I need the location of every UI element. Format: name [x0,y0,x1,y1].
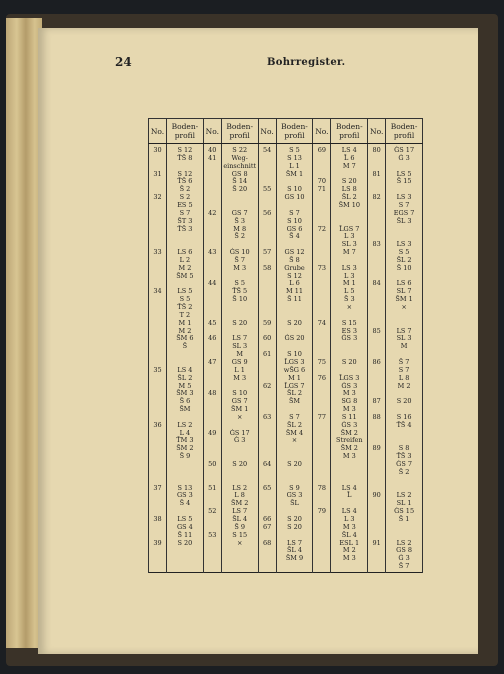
profile-entry: L 5 [344,287,355,296]
profile-entry: S 15 [341,318,357,327]
profile-entry: LS 8 [341,185,357,194]
profile-entry: L 2 [179,255,191,264]
borehole-number: 77 [317,412,327,421]
profile-entry: T̄S̄ 4 [396,420,412,429]
profile-entry: S̄T 3 [177,216,193,225]
borehole-number: 85 [372,326,381,335]
profile-entry: L 8 [234,491,245,500]
profile-entry: S 2 [179,193,191,202]
profile-entry: S 7 [289,412,300,421]
borehole-number: 54 [262,146,272,154]
profile-entry: S̄ 4 [289,232,300,241]
profile-entry: wS̄G 6 [283,365,306,374]
borehole-number: 79 [317,507,327,516]
profile-entry: S̄ 10 [232,295,248,304]
borehole-number: 37 [153,483,162,492]
profile-entry: T̄M 3 [176,436,194,445]
profile-entry: S 12 [287,271,302,280]
profile-entry: SL 3 [232,342,248,351]
profile-entry: T̄S̄ 8 [177,153,193,162]
borehole-number: 31 [153,169,162,178]
profile-entry: S 20 [341,357,357,366]
profile-entry: ĠS 15 [394,507,415,516]
borehole-number: 63 [262,412,272,421]
profile-entry: L 1 [289,161,300,170]
table-body-row [149,144,423,573]
profile-entry: S 7 [179,208,191,217]
profile-entry: M 3 [342,405,356,414]
profile-entry: S 13 [177,483,193,492]
profile-entry: GS 9 [231,357,248,366]
profile-entry: GS 7 [231,208,248,217]
borehole-number: 87 [372,397,381,406]
page-number: 24 [115,55,132,69]
profile-entry: S̄ [182,342,188,351]
borehole-number: 72 [317,224,327,233]
profile-entry: S 11 [341,412,357,421]
profile-entry: S̄ 3 [234,216,246,225]
profile-entry: Ġ 3 [398,554,410,563]
borehole-number: 60 [262,334,272,343]
profile-entry: S̄ 7 [398,562,410,571]
profile-entry: M [236,350,244,359]
profile-entry: × [236,538,243,547]
profile-entry: S̄ 9 [234,522,246,531]
profile-column [221,144,258,573]
profile-entry: EGS 7 [393,208,415,217]
profile-entry: LS 7 [287,538,302,547]
profile-entry: S 12 [177,169,193,178]
profile-entry: M 11 [285,287,303,296]
profile-entry: S̄M 9 [285,554,304,563]
borehole-number: 45 [208,318,217,327]
borehole-number: 51 [208,483,217,492]
profile-entry: S̄M 10 [338,200,361,209]
profile-entry: S 10 [232,389,248,398]
profile-entry: GS 10 [284,193,305,202]
borehole-number: 89 [372,444,381,453]
profile-entry: S̄ 2 [179,185,191,194]
profile-entry: S 7 [289,208,300,217]
column-header-profile: Boden-profil [167,119,204,144]
profile-entry: LS 4 [177,365,193,374]
profile-entry: L̄GS 7 [339,224,360,233]
borehole-number: 35 [153,365,162,374]
profile-entry: S̄M 3 [176,389,194,398]
profile-entry: LS 6 [177,248,193,257]
profile-entry: S 20 [287,460,302,468]
profile-entry: L̄GS 3 [284,357,305,366]
profile-entry: LS 2 [396,538,412,547]
borehole-number: 58 [262,263,272,272]
borehole-number: 41 [208,153,217,162]
profile-entry: M 3 [233,373,247,382]
profile-entry: Grube [284,263,305,272]
profile-entry: S 5 [398,248,410,257]
profile-entry: LS 5 [177,514,193,523]
borehole-number: 82 [372,193,381,202]
profile-entry: M 2 [342,546,356,555]
profile-entry: LS 4 [341,146,357,154]
profile-entry: Weg- [231,153,248,162]
profile-entry: M 3 [342,522,356,531]
profile-entry: S̄ 2 [398,467,410,476]
column-header-no: No. [368,119,386,144]
profile-entry: SL 3 [341,240,357,249]
profile-entry: S 20 [232,318,248,327]
profile-entry: S̄L 4 [341,530,357,539]
borehole-number: 55 [262,185,272,194]
profile-entry: Ġ 3 [233,436,246,445]
profile-entry: LS 6 [396,279,412,288]
profile-entry: S 20 [232,460,248,468]
profile-entry: GS 3 [176,491,193,500]
profile-entry: LS 4 [341,483,357,492]
borehole-number: 81 [372,169,381,178]
profile-entry: S 20 [177,538,193,547]
borehole-number: 74 [317,318,327,327]
profile-entry: GS 8 [231,169,248,178]
borehole-number: 57 [262,248,272,257]
profile-entry: S̄L 4 [287,546,302,555]
page-title: Bohrregister. [267,57,346,68]
profile-entry: S̄ 6 [179,397,191,406]
profile-entry: ĠS 17 [394,146,415,154]
profile-entry: GS 7 [231,397,248,406]
profile-entry: ES 3 [341,326,357,335]
borehole-number: 40 [208,146,217,154]
borehole-number: 73 [317,263,327,272]
profile-entry: S 5 [289,146,300,154]
profile-entry: GS 8 [396,546,413,555]
profile-entry: M 2 [178,263,192,272]
profile-entry: S̄ 1 [398,514,410,523]
borehole-number: 36 [153,420,162,429]
profile-entry: L̄ 6 [344,153,355,162]
profile-entry: M 7 [342,248,356,257]
column-header-no: No. [149,119,167,144]
profile-entry: S̄L 2 [287,420,302,429]
column-header-profile: Boden-profil [276,119,313,144]
profile-entry: S̄M 6 [176,334,194,343]
profile-entry: S 16 [396,412,412,421]
borehole-number: 75 [317,357,327,366]
profile-entry: M 2 [397,381,411,390]
profile-entry: Streifen [336,436,363,445]
profile-entry: S 12 [177,146,193,154]
borehole-number: 67 [262,522,272,531]
profile-entry: GS 6 [286,224,303,233]
profile-entry: M [400,342,408,351]
profile-entry: T̄S̄ 6 [177,177,193,186]
profile-entry: S 9 [289,483,300,492]
borehole-number: 88 [372,412,381,421]
profile-entry: M 1 [178,318,192,327]
profile-entry: ESL 1 [339,538,360,547]
profile-entry: S 10 [287,185,302,194]
number-column [203,144,221,573]
column-header-profile: Boden-profil [331,119,368,144]
profile-entry: GS 4 [176,522,193,531]
profile-entry: L 1 [234,365,245,374]
borehole-number: 42 [208,208,217,217]
profile-entry: S̄L 2 [287,389,302,398]
profile-entry: S̄M 1 [285,169,304,178]
profile-entry: M 8 [233,224,247,233]
profile-entry: L 8 [398,373,410,382]
profile-column [331,144,368,573]
borehole-number: 48 [208,389,217,398]
profile-entry: M 3 [233,263,247,272]
profile-entry: S 20 [287,318,302,327]
profile-entry: S̄ 3 [343,295,355,304]
profile-entry: LS 3 [396,240,412,249]
profile-entry: S̄L [290,499,299,508]
borehole-number: 84 [372,279,381,288]
borehole-number: 80 [372,146,381,154]
profile-entry: S̄M 1 [395,295,413,304]
borehole-number: 50 [208,460,217,468]
borehole-number: 91 [372,538,381,547]
profile-entry: L̄ [347,491,352,500]
profile-entry: S̄M 1 [231,405,249,414]
profile-column [386,144,423,573]
column-header-profile: Boden-profil [386,119,423,144]
profile-entry: S̄ 9 [179,452,191,461]
profile-entry: S̄ 7 [234,255,246,264]
profile-entry: S̄M 2 [176,444,194,453]
profile-entry: S̄L 4 [232,514,248,523]
profile-entry: S 20 [287,514,302,523]
profile-entry: S̄M 2 [340,428,358,437]
profile-entry: S̄M 4 [285,428,304,437]
profile-entry: S 5 [179,295,191,304]
borehole-number: 33 [153,248,162,257]
profile-entry: S 15 [232,530,248,539]
profile-entry: ES 5 [177,200,193,209]
profile-entry: M 7 [342,161,356,170]
profile-entry: S̄ 10 [396,263,412,272]
borehole-number: 46 [208,334,217,343]
profile-entry: T̄S̄ 2 [177,303,193,311]
borehole-number: 83 [372,240,381,249]
profile-entry: LS 2 [396,491,412,500]
profile-entry: S 5 [234,279,246,288]
profile-entry: T̄S̄ 3 [177,224,193,233]
number-column [149,144,167,573]
profile-entry: S̄L 2 [177,373,193,382]
column-header-profile: Boden-profil [221,119,258,144]
profile-entry: S 10 [287,216,302,225]
profile-entry: S̄M [288,397,301,406]
profile-entry: ĠS 7 [396,460,413,468]
borehole-number: 61 [262,350,272,359]
profile-entry: S̄ 8 [289,255,300,264]
borehole-register-table [148,118,423,573]
borehole-number: 78 [317,483,327,492]
profile-entry: S̄M 5 [176,271,194,280]
profile-entry: S 20 [341,177,357,186]
borehole-number: 64 [262,460,272,468]
profile-entry: S̄ 11 [177,530,193,539]
profile-entry: T̄S̄ 3 [396,452,412,461]
profile-entry: LS 7 [232,507,248,516]
borehole-number: 59 [262,318,272,327]
borehole-number: 53 [208,530,217,539]
profile-entry: S̄ 15 [396,177,412,186]
profile-entry: L 3 [344,271,355,280]
profile-entry: GS 12 [284,248,305,257]
profile-entry: SL 7 [396,287,412,296]
profile-entry: S̄L 3 [396,216,412,225]
profile-entry: S̄M [179,405,191,414]
profile-entry: LS 7 [396,326,412,335]
number-column [258,144,276,573]
profile-entry: ĠS 20 [284,334,305,343]
profile-entry: SG 8 [341,397,358,406]
profile-entry: L 3 [344,232,355,241]
borehole-number: 38 [153,514,162,523]
borehole-number: 70 [317,177,327,186]
borehole-number: 43 [208,248,217,257]
profile-entry: S 20 [287,522,302,531]
profile-entry: S 7 [398,365,410,374]
profile-entry: LS 2 [232,483,248,492]
borehole-number: 30 [153,146,162,154]
profile-entry: T 2 [179,310,191,319]
profile-entry: LS 4 [341,507,357,516]
page-edges [6,18,42,648]
profile-column [167,144,204,573]
profile-entry: M 3 [342,554,356,563]
profile-entry: S 10 [287,350,302,359]
profile-entry: S̄L 2 [396,255,412,264]
profile-entry: S̄ 20 [232,185,248,194]
profile-entry: LS 5 [396,169,412,178]
profile-entry: S 22 [232,146,248,154]
profile-entry: × [236,412,243,421]
profile-entry: S 20 [396,397,412,406]
profile-entry: S 7 [398,200,410,209]
profile-entry: M 3 [342,452,356,461]
profile-entry: L 6 [289,279,300,288]
profile-entry: S̄M 2 [231,499,249,508]
profile-entry: × [291,436,298,445]
number-column [313,144,331,573]
profile-entry: LS 5 [177,287,193,296]
profile-entry: M 1 [288,373,301,382]
profile-entry: S̄ 7 [398,357,410,366]
profile-entry: L 3 [344,514,355,523]
profile-entry: ĠS 17 [229,428,250,437]
borehole-number: 71 [317,185,327,194]
profile-entry: S̄M 2 [340,444,358,453]
profile-entry: ĠS 3 [341,334,358,343]
borehole-number: 65 [262,483,272,492]
column-header-no: No. [313,119,331,144]
profile-entry: ĠS 3 [341,420,358,429]
column-header-no: No. [258,119,276,144]
borehole-number: 49 [208,428,217,437]
borehole-number: 66 [262,514,272,523]
borehole-number: 56 [262,208,272,217]
profile-entry: LS 3 [396,193,412,202]
profile-entry: M 5 [178,381,192,390]
profile-entry: LS 2 [177,420,193,429]
borehole-number: 90 [372,491,381,500]
profile-entry: Ġ 3 [398,153,410,162]
profile-entry: S̄ 4 [179,499,191,508]
profile-entry: M 1 [342,279,356,288]
profile-entry: L 4 [179,428,191,437]
profile-entry: × [401,303,407,311]
column-header-no: No. [203,119,221,144]
profile-entry: SL 3 [396,334,412,343]
number-column [368,144,386,573]
profile-entry: LS 7 [232,334,248,343]
borehole-number: 76 [317,373,327,382]
borehole-number: 86 [372,357,381,366]
profile-entry: S 8 [398,444,410,453]
profile-column [276,144,313,573]
profile-entry: einschnitt [223,161,257,170]
profile-entry: SL 1 [396,499,412,508]
profile-entry: GS 3 [286,491,303,500]
profile-entry: LS 3 [341,263,357,272]
profile-entry: ĠS 10 [229,248,250,257]
borehole-number: 52 [208,507,217,516]
profile-entry: S̄ 14 [232,177,248,186]
profile-entry: L̄GS 3 [339,373,360,382]
borehole-number: 44 [208,279,217,288]
borehole-number: 34 [153,287,162,296]
borehole-number: 32 [153,193,162,202]
borehole-number: 39 [153,538,162,547]
profile-entry: S 13 [287,153,302,162]
borehole-number: 68 [262,538,272,547]
profile-entry: × [346,303,353,311]
profile-entry: S̄ 2 [234,232,246,241]
profile-entry: S̄ 11 [287,295,302,304]
profile-entry: T̄S̄ 5 [232,287,248,296]
borehole-number: 69 [317,146,327,154]
profile-entry: S̄L 2 [341,193,357,202]
profile-entry: L̄GS 7 [284,381,305,390]
table-header-row [149,119,423,144]
profile-entry: M 3 [342,389,356,398]
profile-entry: M 2 [178,326,192,335]
borehole-number: 62 [262,381,272,390]
borehole-number: 47 [208,357,217,366]
profile-entry: ĠS 3 [341,381,358,390]
